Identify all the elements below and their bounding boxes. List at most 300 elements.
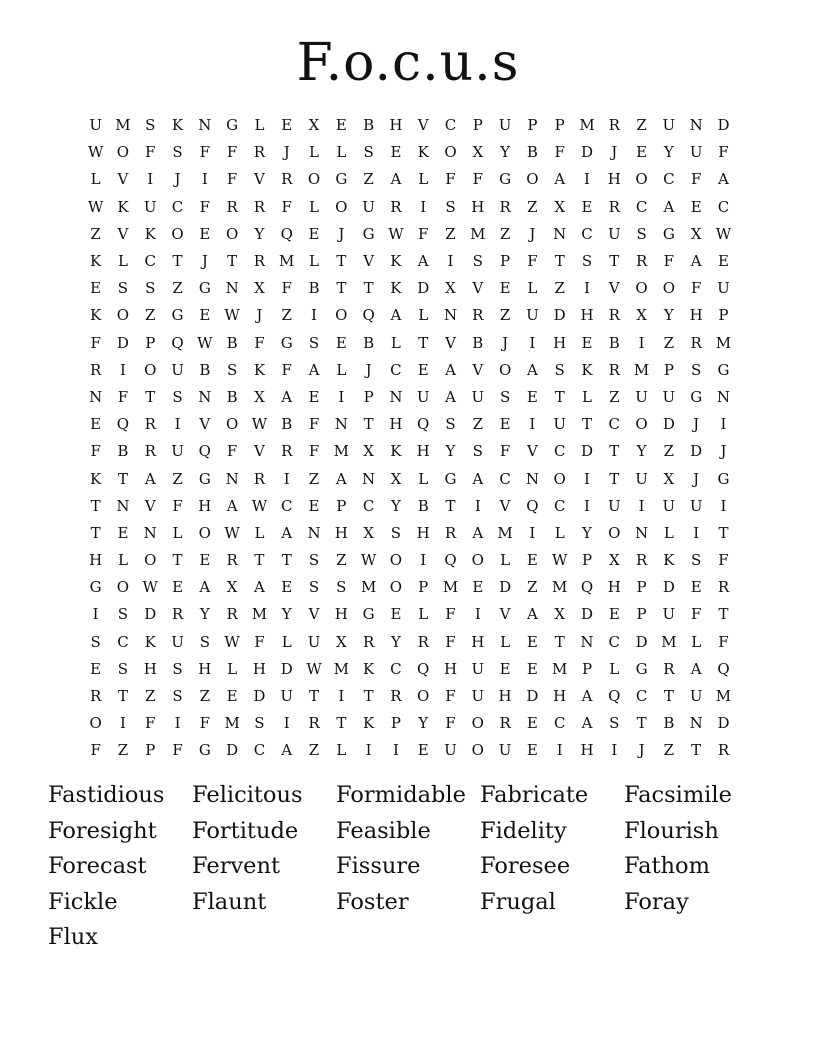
grid-letter[interactable]: D xyxy=(417,279,430,298)
grid-letter[interactable]: O xyxy=(307,170,321,189)
grid-letter[interactable]: U xyxy=(171,360,184,379)
grid-letter[interactable]: H xyxy=(252,659,266,678)
grid-letter[interactable]: X xyxy=(390,469,402,488)
grid-letter[interactable]: R xyxy=(144,415,156,434)
grid-letter[interactable]: F xyxy=(663,252,675,271)
grid-letter[interactable]: Z xyxy=(472,415,484,434)
grid-letter[interactable]: Z xyxy=(308,469,320,488)
grid-letter[interactable]: S xyxy=(609,714,620,733)
grid-letter[interactable]: Z xyxy=(90,224,101,243)
grid-letter[interactable]: E xyxy=(417,360,429,379)
grid-letter[interactable]: H xyxy=(498,687,512,706)
grid-letter[interactable]: X xyxy=(608,551,620,570)
grid-letter[interactable]: N xyxy=(225,279,239,298)
grid-letter[interactable]: W xyxy=(197,333,213,352)
grid-letter[interactable]: S xyxy=(636,224,647,243)
grid-letter[interactable]: E xyxy=(581,197,593,216)
grid-letter[interactable]: Y xyxy=(254,224,265,243)
grid-letter[interactable]: V xyxy=(254,170,265,189)
grid-letter[interactable]: Q xyxy=(280,224,293,243)
grid-letter[interactable]: B xyxy=(199,360,211,379)
grid-letter[interactable]: A xyxy=(690,252,702,271)
grid-letter[interactable]: H xyxy=(416,442,430,461)
grid-letter[interactable]: C xyxy=(553,442,566,461)
grid-letter[interactable]: L xyxy=(117,551,128,570)
grid-letter[interactable]: F xyxy=(172,741,183,760)
grid-letter[interactable]: Z xyxy=(308,741,320,760)
grid-letter[interactable]: K xyxy=(144,632,156,651)
grid-letter[interactable]: D xyxy=(116,333,129,352)
grid-letter[interactable]: G xyxy=(444,469,457,488)
grid-letter[interactable]: H xyxy=(607,170,621,189)
grid-letter[interactable]: P xyxy=(390,714,401,733)
grid-letter[interactable]: F xyxy=(90,741,101,760)
grid-letter[interactable]: E xyxy=(90,415,102,434)
grid-letter[interactable]: J xyxy=(338,224,345,243)
grid-letter[interactable]: F xyxy=(308,415,320,434)
grid-letter[interactable]: I xyxy=(638,496,645,515)
grid-letter[interactable]: F xyxy=(90,442,101,461)
grid-letter[interactable]: Y xyxy=(390,632,401,651)
grid-letter[interactable]: T xyxy=(554,632,565,651)
grid-letter[interactable]: G xyxy=(335,170,348,189)
grid-letter[interactable]: O xyxy=(635,279,648,298)
grid-letter[interactable]: B xyxy=(526,143,538,162)
grid-letter[interactable]: U xyxy=(498,741,512,760)
grid-letter[interactable]: B xyxy=(308,279,320,298)
grid-letter[interactable]: U xyxy=(689,687,703,706)
grid-letter[interactable]: L xyxy=(609,659,620,678)
grid-letter[interactable]: X xyxy=(636,306,647,325)
grid-letter[interactable]: F xyxy=(445,714,456,733)
grid-letter[interactable]: H xyxy=(471,632,485,651)
grid-letter[interactable]: I xyxy=(720,415,727,434)
grid-letter[interactable]: T xyxy=(90,496,101,515)
grid-letter[interactable]: H xyxy=(143,659,157,678)
grid-letter[interactable]: V xyxy=(499,605,511,624)
grid-letter[interactable]: E xyxy=(390,605,402,624)
grid-letter[interactable]: C xyxy=(553,714,566,733)
grid-letter[interactable]: S xyxy=(226,360,238,379)
grid-letter[interactable]: I xyxy=(338,687,345,706)
grid-letter[interactable]: I xyxy=(474,496,481,515)
grid-letter[interactable]: D xyxy=(662,415,675,434)
grid-letter[interactable]: A xyxy=(663,197,675,216)
grid-letter[interactable]: T xyxy=(172,252,183,271)
grid-letter[interactable]: P xyxy=(663,360,674,379)
grid-letter[interactable]: N xyxy=(362,469,376,488)
grid-letter[interactable]: A xyxy=(254,578,265,597)
grid-letter[interactable]: M xyxy=(360,578,377,597)
grid-letter[interactable]: S xyxy=(199,632,210,651)
grid-letter[interactable]: S xyxy=(581,252,593,271)
grid-letter[interactable]: G xyxy=(362,605,375,624)
grid-letter[interactable]: U xyxy=(307,632,321,651)
grid-letter[interactable]: J xyxy=(529,224,536,243)
grid-letter[interactable]: A xyxy=(472,469,484,488)
grid-letter[interactable]: G xyxy=(690,387,703,406)
grid-letter[interactable]: L xyxy=(500,551,511,570)
grid-letter[interactable]: X xyxy=(254,387,265,406)
grid-letter[interactable]: D xyxy=(526,687,539,706)
grid-letter[interactable]: E xyxy=(199,224,211,243)
grid-letter[interactable]: I xyxy=(529,523,536,542)
grid-letter[interactable]: R xyxy=(608,360,620,379)
grid-letter[interactable]: H xyxy=(198,496,212,515)
grid-letter[interactable]: E xyxy=(526,551,538,570)
grid-letter[interactable]: I xyxy=(529,333,536,352)
grid-letter[interactable]: B xyxy=(663,714,675,733)
grid-letter[interactable]: U xyxy=(662,496,676,515)
grid-letter[interactable]: G xyxy=(198,741,211,760)
grid-letter[interactable]: N xyxy=(580,632,594,651)
grid-letter[interactable]: U xyxy=(171,632,184,651)
grid-letter[interactable]: C xyxy=(499,469,511,488)
grid-letter[interactable]: F xyxy=(718,632,729,651)
grid-letter[interactable]: U xyxy=(662,605,676,624)
grid-letter[interactable]: Y xyxy=(582,523,592,542)
grid-letter[interactable]: Z xyxy=(199,687,211,706)
grid-letter[interactable]: R xyxy=(499,197,511,216)
grid-letter[interactable]: A xyxy=(335,469,347,488)
grid-letter[interactable]: N xyxy=(689,116,703,135)
grid-letter[interactable]: Z xyxy=(336,551,347,570)
grid-letter[interactable]: F xyxy=(172,496,183,515)
grid-letter[interactable]: T xyxy=(145,387,156,406)
grid-letter[interactable]: S xyxy=(472,442,483,461)
grid-letter[interactable]: F xyxy=(281,197,292,216)
grid-letter[interactable]: F xyxy=(281,360,292,379)
grid-letter[interactable]: S xyxy=(117,659,129,678)
grid-letter[interactable]: O xyxy=(471,551,484,570)
grid-letter[interactable]: I xyxy=(584,496,590,515)
grid-letter[interactable]: I xyxy=(447,252,454,271)
grid-letter[interactable]: R xyxy=(144,442,156,461)
grid-letter[interactable]: J xyxy=(365,360,372,379)
grid-letter[interactable]: D xyxy=(280,659,293,678)
grid-letter[interactable]: A xyxy=(308,360,320,379)
grid-letter[interactable]: R xyxy=(390,197,402,216)
grid-letter[interactable]: Y xyxy=(281,605,292,624)
grid-letter[interactable]: P xyxy=(554,116,565,135)
grid-letter[interactable]: A xyxy=(144,469,156,488)
grid-letter[interactable]: R xyxy=(608,306,620,325)
grid-letter[interactable]: W xyxy=(306,659,322,678)
grid-letter[interactable]: Y xyxy=(636,442,647,461)
grid-letter[interactable]: O xyxy=(389,578,403,597)
grid-letter[interactable]: E xyxy=(608,605,620,624)
grid-letter[interactable]: I xyxy=(611,741,618,760)
grid-letter[interactable]: I xyxy=(693,523,700,542)
grid-letter[interactable]: R xyxy=(717,741,730,760)
grid-letter[interactable]: R xyxy=(226,197,238,216)
grid-letter[interactable]: Q xyxy=(580,578,594,597)
grid-letter[interactable]: J xyxy=(201,252,208,271)
grid-letter[interactable]: M xyxy=(633,360,650,379)
grid-letter[interactable]: S xyxy=(90,632,101,651)
grid-letter[interactable]: W xyxy=(224,523,240,542)
grid-letter[interactable]: A xyxy=(526,605,538,624)
grid-letter[interactable]: R xyxy=(717,578,730,597)
grid-letter[interactable]: S xyxy=(117,279,129,298)
grid-letter[interactable]: F xyxy=(718,143,729,162)
grid-letter[interactable]: U xyxy=(635,469,648,488)
grid-letter[interactable]: N xyxy=(307,523,321,542)
grid-letter[interactable]: S xyxy=(172,143,183,162)
grid-letter[interactable]: A xyxy=(390,170,402,189)
grid-letter[interactable]: Q xyxy=(526,496,539,515)
grid-letter[interactable]: M xyxy=(552,659,568,678)
grid-letter[interactable]: V xyxy=(117,170,129,189)
grid-letter[interactable]: L xyxy=(500,632,511,651)
grid-letter[interactable]: S xyxy=(363,143,374,162)
grid-letter[interactable]: I xyxy=(338,387,345,406)
grid-letter[interactable]: I xyxy=(174,714,181,733)
grid-letter[interactable]: T xyxy=(363,687,374,706)
grid-letter[interactable]: O xyxy=(635,415,648,434)
grid-letter[interactable]: M xyxy=(715,333,732,352)
grid-letter[interactable]: L xyxy=(663,523,674,542)
grid-letter[interactable]: U xyxy=(471,659,485,678)
grid-letter[interactable]: K xyxy=(390,442,402,461)
grid-letter[interactable]: X xyxy=(663,469,675,488)
grid-letter[interactable]: X xyxy=(554,605,566,624)
grid-letter[interactable]: K xyxy=(390,252,402,271)
grid-letter[interactable]: X xyxy=(335,632,347,651)
grid-letter[interactable]: F xyxy=(445,170,456,189)
grid-letter[interactable]: M xyxy=(442,578,459,597)
grid-letter[interactable]: E xyxy=(526,714,538,733)
grid-letter[interactable]: F xyxy=(445,687,456,706)
grid-letter[interactable]: P xyxy=(418,578,429,597)
grid-letter[interactable]: Z xyxy=(554,279,565,298)
grid-letter[interactable]: C xyxy=(444,116,457,135)
grid-letter[interactable]: Z xyxy=(145,687,156,706)
grid-letter[interactable]: J xyxy=(256,306,263,325)
grid-letter[interactable]: O xyxy=(389,551,403,570)
grid-letter[interactable]: R xyxy=(253,197,266,216)
grid-letter[interactable]: Z xyxy=(527,197,538,216)
grid-letter[interactable]: X xyxy=(363,523,374,542)
grid-letter[interactable]: E xyxy=(390,143,402,162)
grid-letter[interactable]: A xyxy=(281,387,293,406)
grid-letter[interactable]: N xyxy=(334,415,348,434)
grid-letter[interactable]: F xyxy=(145,714,156,733)
grid-letter[interactable]: C xyxy=(663,170,675,189)
grid-letter[interactable]: X xyxy=(690,224,702,243)
grid-letter[interactable]: U xyxy=(89,116,102,135)
grid-letter[interactable]: D xyxy=(144,605,157,624)
grid-letter[interactable]: C xyxy=(390,360,402,379)
grid-letter[interactable]: U xyxy=(662,387,676,406)
grid-letter[interactable]: B xyxy=(363,116,375,135)
grid-letter[interactable]: N xyxy=(716,387,731,406)
grid-letter[interactable]: O xyxy=(144,360,157,379)
grid-letter[interactable]: I xyxy=(474,605,481,624)
grid-letter[interactable]: F xyxy=(226,442,238,461)
grid-letter[interactable]: U xyxy=(280,687,294,706)
grid-letter[interactable]: Z xyxy=(363,170,374,189)
grid-letter[interactable]: U xyxy=(362,197,375,216)
grid-letter[interactable]: T xyxy=(336,252,347,271)
grid-letter[interactable]: Q xyxy=(717,659,730,678)
grid-letter[interactable]: L xyxy=(691,632,702,651)
grid-letter[interactable]: O xyxy=(89,714,102,733)
grid-letter[interactable]: L xyxy=(336,360,347,379)
grid-letter[interactable]: U xyxy=(416,387,430,406)
grid-letter[interactable]: T xyxy=(691,741,702,760)
grid-letter[interactable]: K xyxy=(417,143,429,162)
grid-letter[interactable]: C xyxy=(608,632,621,651)
grid-letter[interactable]: L xyxy=(254,116,265,135)
grid-letter[interactable]: G xyxy=(717,469,730,488)
grid-letter[interactable]: T xyxy=(609,252,620,271)
grid-letter[interactable]: E xyxy=(308,224,320,243)
grid-letter[interactable]: U xyxy=(607,496,621,515)
grid-letter[interactable]: J xyxy=(502,333,509,352)
grid-letter[interactable]: R xyxy=(472,306,484,325)
grid-letter[interactable]: L xyxy=(336,741,347,760)
grid-letter[interactable]: L xyxy=(554,523,565,542)
grid-letter[interactable]: A xyxy=(445,387,456,406)
grid-letter[interactable]: D xyxy=(580,605,593,624)
grid-letter[interactable]: H xyxy=(553,687,567,706)
grid-letter[interactable]: V xyxy=(254,442,265,461)
grid-letter[interactable]: E xyxy=(226,687,238,706)
grid-letter[interactable]: I xyxy=(119,714,126,733)
grid-letter[interactable]: I xyxy=(420,197,427,216)
grid-letter[interactable]: T xyxy=(609,469,620,488)
grid-letter[interactable]: A xyxy=(199,578,211,597)
grid-letter[interactable]: E xyxy=(199,551,211,570)
grid-letter[interactable]: Z xyxy=(445,224,456,243)
grid-letter[interactable]: J xyxy=(720,442,727,461)
grid-letter[interactable]: I xyxy=(584,469,590,488)
grid-letter[interactable]: W xyxy=(142,578,158,597)
grid-letter[interactable]: O xyxy=(116,306,130,325)
grid-letter[interactable]: F xyxy=(199,714,211,733)
grid-letter[interactable]: A xyxy=(281,523,293,542)
grid-letter[interactable]: T xyxy=(336,714,347,733)
grid-letter[interactable]: E xyxy=(581,333,593,352)
grid-letter[interactable]: H xyxy=(580,306,594,325)
grid-letter[interactable]: Y xyxy=(500,143,511,162)
grid-letter[interactable]: G xyxy=(717,360,730,379)
grid-letter[interactable]: S xyxy=(554,360,565,379)
grid-letter[interactable]: F xyxy=(499,442,511,461)
grid-letter[interactable]: S xyxy=(472,252,483,271)
grid-letter[interactable]: F xyxy=(718,551,729,570)
grid-letter[interactable]: H xyxy=(416,523,430,542)
grid-letter[interactable]: V xyxy=(144,496,156,515)
grid-letter[interactable]: Y xyxy=(418,714,429,733)
grid-letter[interactable]: A xyxy=(445,360,456,379)
grid-letter[interactable]: U xyxy=(689,496,703,515)
grid-letter[interactable]: C xyxy=(717,197,730,216)
grid-letter[interactable]: R xyxy=(253,252,266,271)
grid-letter[interactable]: Z xyxy=(663,442,675,461)
grid-letter[interactable]: X xyxy=(254,279,265,298)
grid-letter[interactable]: Z xyxy=(609,387,620,406)
grid-letter[interactable]: R xyxy=(608,116,620,135)
grid-letter[interactable]: F xyxy=(690,170,702,189)
grid-letter[interactable]: N xyxy=(443,306,458,325)
grid-letter[interactable]: G xyxy=(198,279,211,298)
grid-letter[interactable]: I xyxy=(720,496,727,515)
grid-letter[interactable]: A xyxy=(718,170,729,189)
grid-letter[interactable]: W xyxy=(388,224,404,243)
grid-letter[interactable]: O xyxy=(116,143,130,162)
grid-letter[interactable]: M xyxy=(579,116,595,135)
grid-letter[interactable]: K xyxy=(253,360,266,379)
grid-letter[interactable]: U xyxy=(526,306,539,325)
grid-letter[interactable]: B xyxy=(417,496,429,515)
grid-letter[interactable]: L xyxy=(90,170,101,189)
grid-letter[interactable]: F xyxy=(690,279,702,298)
grid-letter[interactable]: R xyxy=(281,442,293,461)
grid-letter[interactable]: F xyxy=(554,143,565,162)
grid-letter[interactable]: I xyxy=(147,170,154,189)
grid-letter[interactable]: S xyxy=(117,605,129,624)
grid-letter[interactable]: Q xyxy=(362,306,375,325)
grid-letter[interactable]: I xyxy=(584,170,590,189)
grid-letter[interactable]: V xyxy=(472,279,484,298)
grid-letter[interactable]: D xyxy=(553,306,566,325)
grid-letter[interactable]: H xyxy=(443,659,458,678)
grid-letter[interactable]: X xyxy=(226,578,238,597)
grid-letter[interactable]: W xyxy=(224,632,240,651)
grid-letter[interactable]: R xyxy=(608,197,620,216)
grid-letter[interactable]: V xyxy=(608,279,620,298)
grid-letter[interactable]: T xyxy=(636,714,647,733)
grid-letter[interactable]: O xyxy=(198,523,211,542)
grid-letter[interactable]: Z xyxy=(145,306,156,325)
grid-letter[interactable]: O xyxy=(471,741,484,760)
grid-letter[interactable]: O xyxy=(444,143,457,162)
grid-letter[interactable]: E xyxy=(199,306,211,325)
grid-letter[interactable]: Z xyxy=(663,333,675,352)
grid-letter[interactable]: E xyxy=(417,741,429,760)
grid-letter[interactable]: V xyxy=(472,360,484,379)
grid-letter[interactable]: T xyxy=(445,496,456,515)
grid-letter[interactable]: G xyxy=(280,333,293,352)
grid-letter[interactable]: W xyxy=(251,415,268,434)
grid-letter[interactable]: E xyxy=(499,659,511,678)
grid-letter[interactable]: D xyxy=(717,714,730,733)
grid-letter[interactable]: E xyxy=(636,143,648,162)
grid-letter[interactable]: G xyxy=(198,469,211,488)
grid-letter[interactable]: T xyxy=(117,687,128,706)
grid-letter[interactable]: M xyxy=(470,224,486,243)
grid-letter[interactable]: W xyxy=(87,143,104,162)
grid-letter[interactable]: N xyxy=(116,496,130,515)
grid-letter[interactable]: K xyxy=(363,659,375,678)
grid-letter[interactable]: P xyxy=(527,116,538,135)
grid-letter[interactable]: D xyxy=(690,442,703,461)
grid-letter[interactable]: F xyxy=(254,333,265,352)
grid-letter[interactable]: S xyxy=(499,387,511,406)
grid-letter[interactable]: G xyxy=(362,224,375,243)
grid-letter[interactable]: A xyxy=(581,687,593,706)
grid-letter[interactable]: P xyxy=(472,116,483,135)
grid-letter[interactable]: E xyxy=(172,578,184,597)
grid-letter[interactable]: T xyxy=(227,252,238,271)
grid-letter[interactable]: M xyxy=(251,605,268,624)
grid-letter[interactable]: I xyxy=(584,279,590,298)
grid-letter[interactable]: I xyxy=(283,714,290,733)
grid-letter[interactable]: R xyxy=(253,469,266,488)
grid-letter[interactable]: M xyxy=(333,442,349,461)
